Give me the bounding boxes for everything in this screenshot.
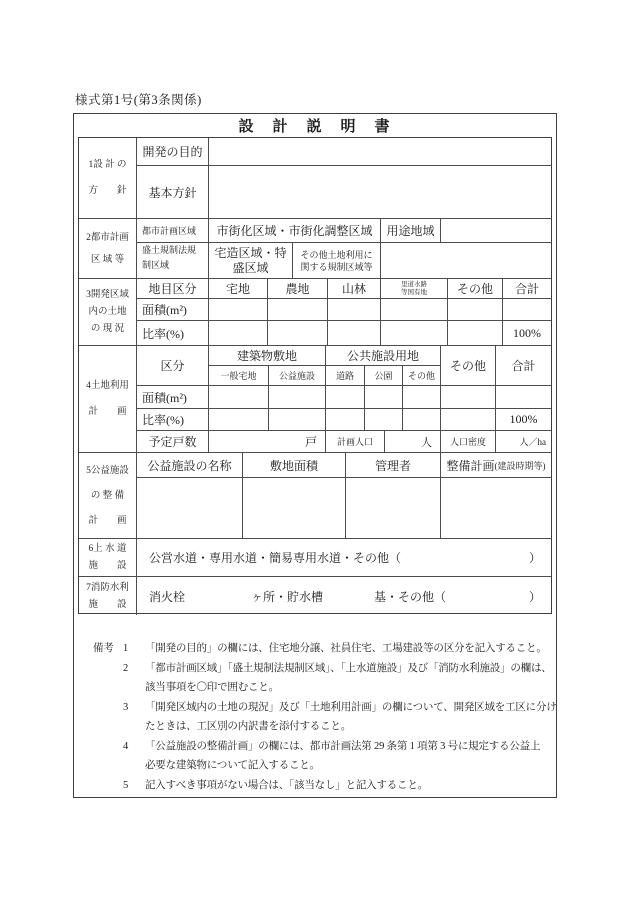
other-land-use-regulation-header: その他土地利用に 関する規制区域等 (293, 243, 381, 279)
population-density-header: 人口密度 (441, 431, 496, 453)
facility-name-value (137, 478, 243, 539)
plan-ratio-park (365, 409, 403, 431)
note-item-5: 5 記入すべき事項がない場合は、「該当なし」と記入すること。 (123, 779, 428, 791)
section-city-planning-area (79, 219, 551, 279)
land-ratio-farm (268, 321, 328, 346)
form-number-label: 様式第1号(第3条関係) (75, 93, 202, 107)
plan-category-header: 区分 (137, 346, 209, 386)
plan-ratio-road (326, 409, 365, 431)
design-specification-table (78, 137, 552, 614)
planned-households-unit: 戸 (209, 431, 326, 453)
plan-total-header: 合計 (496, 346, 551, 386)
land-area-total (503, 299, 551, 321)
land-ratio-other (448, 321, 503, 346)
manager-header: 管理者 (346, 453, 441, 478)
note-item-4: 4 「公益施設の整備計画」の欄には、都市計画法第 29 条第 1 項第 3 号に規定する公益上 必要な建築物について記入すること。 (123, 740, 541, 771)
road-subheader: 道路 (326, 366, 365, 386)
public-facility-site-header: 公共施設用地 (326, 346, 441, 366)
site-area-header: 敷地面積 (243, 453, 346, 478)
use-district-header: 用途地域 (381, 219, 441, 243)
land-residential-header: 宅地 (209, 279, 268, 299)
land-ratio-state-owned (381, 321, 448, 346)
public-benefit-facility-subheader: 公益施設 (269, 366, 326, 386)
land-area-state-owned (381, 299, 448, 321)
development-purpose-value (209, 138, 551, 166)
land-state-owned-header: 里道水路 等国有地 (381, 279, 448, 299)
use-district-value (441, 219, 551, 243)
maintenance-plan-header: 整備計画 (建設時期等) (441, 453, 551, 478)
section1-label: 1設 計 の 方 針 (79, 138, 137, 219)
section-public-facility-plan (79, 453, 551, 539)
plan-area-benefit (269, 386, 326, 409)
land-area-row-header: 面積(m²) (137, 299, 209, 321)
plan-area-road (326, 386, 365, 409)
plan-area-public-other (403, 386, 441, 409)
land-area-residential (209, 299, 268, 321)
section3-label: 3開発区域 内の土地 の 現 況 (79, 279, 137, 346)
land-area-forest (328, 299, 381, 321)
maintenance-plan-value (441, 478, 551, 539)
park-subheader: 公園 (365, 366, 403, 386)
note-item-1: 1 「開発の目的」の欄には、住宅地分譲、社員住宅、工場建設等の区分を記入すること。 (123, 643, 547, 654)
section-land-use-plan (79, 346, 551, 453)
notes-title: 備考 (93, 643, 114, 654)
section2-label: 2都市計画 区 域 等 (79, 219, 137, 279)
fire-water-options: 消火栓 ヶ所・貯水槽 基・その他（ ） (149, 589, 541, 604)
plan-ratio-total: 100% (496, 409, 551, 431)
land-ratio-row-header: 比率(%) (137, 321, 209, 346)
plan-ratio-benefit (269, 409, 326, 431)
land-farm-header: 農地 (268, 279, 328, 299)
section-design-policy (79, 138, 551, 219)
plan-ratio-public-other (403, 409, 441, 431)
plan-ratio-general (209, 409, 269, 431)
development-purpose-header: 開発の目的 (137, 138, 209, 166)
section4-label: 4土地利用 計 画 (79, 346, 137, 453)
land-area-other (448, 299, 503, 321)
water-supply-options: 公営水道・専用水道・簡易専用水道・その他（ ） (137, 539, 551, 577)
note-item-2: 2 「都市計画区域」「盛土規制法規制区域」、「上水道施設」及び「消防水利施設」の欄は、 該当事項を〇印で囲むこと。 (123, 662, 552, 693)
population-density-unit: 人／ha (496, 431, 551, 453)
plan-ratio-row-header: 比率(%) (137, 409, 209, 431)
manager-value (346, 478, 441, 539)
residential-land-development-area-options: 宅造区域・特 盛区域 (209, 243, 293, 279)
land-forest-header: 山林 (328, 279, 381, 299)
plan-area-total (496, 386, 551, 409)
plan-ratio-other (441, 409, 496, 431)
plan-area-park (365, 386, 403, 409)
site-area-value (243, 478, 346, 539)
land-ratio-residential (209, 321, 268, 346)
form-outer-box (73, 113, 557, 798)
embankment-regulation-header: 盛土規制法規 制区域 (137, 243, 209, 279)
land-ratio-total: 100% (503, 321, 551, 346)
plan-area-general (209, 386, 269, 409)
facility-name-header: 公益施設の名称 (137, 453, 243, 478)
building-site-header: 建築物敷地 (209, 346, 326, 366)
land-category-header: 地目区分 (137, 279, 209, 299)
document-title: 設 計 説 明 書 (238, 119, 392, 135)
section6-label: 6上 水 道 施 設 (79, 539, 137, 577)
note-item-3: 3 「開発区域内の土地の現況」及び「土地利用計画」の欄について、開発区域を工区に分け たときは、工区別の内訳書を添付すること。 (123, 701, 557, 732)
plan-area-other (441, 386, 496, 409)
basic-policy-value (209, 166, 551, 219)
notes-section (74, 614, 556, 795)
section-fire-water (79, 577, 551, 615)
general-residential-subheader: 一般宅地 (209, 366, 269, 386)
section-water-supply (79, 539, 551, 577)
public-other-subheader: その他 (403, 366, 441, 386)
planned-population-header: 計画人口 (326, 431, 385, 453)
land-other-header: その他 (448, 279, 503, 299)
planned-population-unit: 人 (385, 431, 441, 453)
section7-label: 7消防水利 施 設 (79, 577, 137, 615)
land-area-farm (268, 299, 328, 321)
section-land-current-state (79, 279, 551, 346)
basic-policy-header: 基本方針 (137, 166, 209, 219)
land-ratio-forest (328, 321, 381, 346)
land-total-header: 合計 (503, 279, 551, 299)
section5-label: 5公益施設 の 整 備 計 画 (79, 453, 137, 539)
planned-households-header: 予定戸数 (137, 431, 209, 453)
other-regulation-value (381, 243, 551, 279)
urbanization-area-options: 市街化区域・市街化調整区域 (209, 219, 381, 243)
city-planning-area-header: 都市計画区域 (137, 219, 209, 243)
plan-area-row-header: 面積(m²) (137, 386, 209, 409)
plan-other-header: その他 (441, 346, 496, 386)
